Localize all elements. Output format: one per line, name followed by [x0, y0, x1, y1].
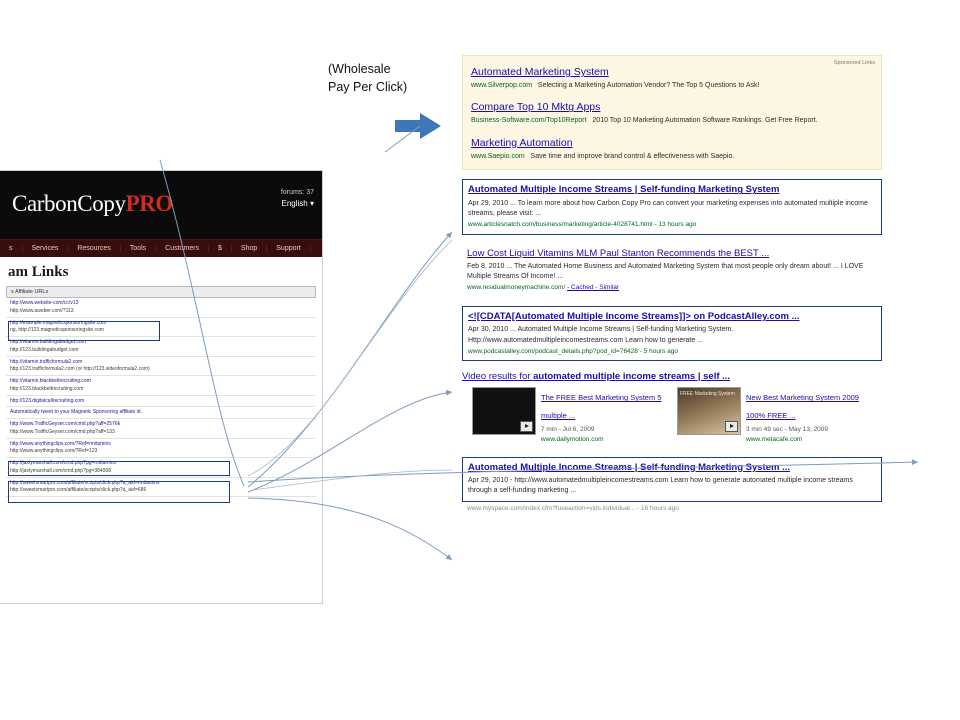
affiliate-link-label: http://www.website-com/cc/v13 [10, 300, 79, 306]
result-snippet [468, 325, 876, 345]
ad-line [471, 81, 873, 90]
list-item[interactable] [6, 376, 316, 396]
ad-url: www.Saepio.com [471, 152, 525, 160]
list-item[interactable] [6, 439, 316, 459]
result-snippet-text: ... To learn more about how Carbon Copy Pro can convert your marketing expenses into automated multiple income streams, please visit: ... [468, 199, 868, 217]
video-results-row [462, 387, 882, 445]
video-thumbnail[interactable] [677, 387, 741, 435]
video-host: www.dailymotion.com [541, 436, 604, 444]
video-title[interactable]: The FREE Best Marketing System 5 multiple ... [541, 393, 662, 421]
ccpro-language-label: English [281, 199, 308, 209]
list-item[interactable] [6, 458, 316, 478]
video-duration-date: 7 min - Jul 6, 2009 [541, 426, 595, 434]
ad-item[interactable] [471, 62, 873, 90]
google-serp [462, 55, 882, 615]
result-url: www.articlesnatch.com/business/marketing/article-4028741.html - 13 hours ago [468, 220, 697, 228]
play-icon [725, 421, 738, 432]
ad-title[interactable]: Automated Marketing System [471, 66, 609, 78]
ad-title[interactable]: Compare Top 10 Mktg Apps [471, 101, 601, 114]
affiliate-link-label: http://vitamin.trafficformula2.com [10, 358, 83, 365]
result-title[interactable]: Low Cost Liquid Vitamins MLM Paul Stanton Recommends the BEST ... [467, 247, 770, 259]
affiliate-link-label: http://jaxtymarshall.com/cmd.php?pg=rmitamins [10, 460, 117, 466]
ccpro-nav-item-6[interactable]: Shop [232, 245, 267, 252]
affiliate-link-url: ng, http://123.magneticsponsoringsite.com [10, 327, 104, 334]
list-item[interactable] [6, 419, 316, 439]
affiliate-link-label: http://www.anythingclips.com/?Ref=rmitamins [10, 440, 111, 447]
ad-url: www.Silverpop.com [471, 82, 533, 89]
affiliate-link-label: http://vitamin.blackbeltrecruiting.com [10, 378, 91, 384]
affiliate-link-url: http://www.aweber.com/?113 [10, 307, 74, 314]
ccpro-nav[interactable] [0, 239, 322, 257]
ccpro-page-title: am Links [8, 264, 69, 280]
search-result[interactable] [462, 306, 882, 361]
chevron-down-icon: ▾ [309, 199, 314, 209]
result-snippet [468, 476, 876, 496]
search-result[interactable] [462, 179, 882, 234]
sponsored-links-label: Sponsored Links [834, 60, 875, 66]
result-snippet [467, 262, 877, 282]
ad-url: Business-Software.com/Top10Report [471, 117, 587, 125]
ad-line [471, 116, 873, 125]
ccpro-language-selector[interactable] [281, 198, 314, 211]
play-icon [520, 421, 533, 432]
sponsored-ads-block [462, 55, 882, 170]
ccpro-header-right [281, 187, 314, 211]
list-item[interactable] [6, 407, 316, 419]
ccpro-nav-item-0[interactable]: s [0, 245, 23, 252]
result-date: Apr 30, 2010 [468, 326, 509, 334]
affiliate-link-label: http://sweetsmartpro.com/affiliate/scripts/click.php?a_aid=rmitamins [10, 479, 160, 486]
search-result[interactable] [462, 244, 882, 297]
ccpro-nav-item-1[interactable]: Services [23, 245, 69, 252]
ccpro-nav-item-4[interactable]: Customers [156, 245, 209, 252]
ccpro-logo [12, 191, 173, 217]
ppc-annotation-line2: Pay Per Click) [328, 80, 408, 95]
list-item[interactable] [6, 318, 316, 338]
ccpro-forums-label: forums: [280, 189, 305, 196]
ccpro-nav-item-3[interactable]: Tools [121, 245, 156, 252]
list-item[interactable] [6, 357, 316, 377]
ccpro-logo-accent: PRO [125, 191, 173, 216]
affiliate-link-url: http://sweetsmartpro.com/affiliate/scripts/click.php?a_aid=686 [10, 487, 147, 494]
video-duration: 7 min [541, 426, 557, 434]
video-duration: 3 min 49 sec [746, 426, 783, 434]
video-thumbnail[interactable] [472, 387, 536, 435]
video-date: May 13, 2009 [788, 426, 829, 434]
ad-description: Selecting a Marketing Automation Vendor? The Top 5 Questions to Ask! [537, 82, 760, 89]
affiliate-link-label: http://vitamin.buildingabudget.com [10, 339, 86, 345]
video-results-query: automated multiple income streams | self ... [533, 371, 731, 383]
list-item[interactable] [6, 337, 316, 357]
result-date: Apr 29, 2010 [468, 477, 509, 485]
affiliate-link-url: http://www.anythingclips.com/?Ref=123 [10, 448, 98, 455]
affiliate-link-label: http://123.digitalcallrecruiting.com [10, 397, 85, 404]
video-results-prefix: Video results for [462, 371, 534, 383]
ccpro-nav-item-7[interactable]: Support [267, 245, 311, 252]
list-item[interactable] [6, 396, 316, 408]
video-date: Jul 6, 2009 [562, 426, 595, 434]
result-title[interactable]: <![CDATA[Automated Multiple Income Streams]]> on PodcastAlley.com ... [468, 311, 800, 323]
arrow-ppc-leader [385, 126, 420, 152]
ccpro-nav-item-2[interactable]: Resources [68, 245, 120, 252]
affiliate-link-label: Automatically tweet to your Magnetic Sponsoring affiliate id. [10, 409, 142, 416]
block-arrow-ppc [395, 113, 441, 139]
result-title[interactable]: Automated Multiple Income Streams | Self-funding Marketing System [468, 184, 780, 196]
result-url: www.podcastalley.com/podcast_details.php?pod_id=76428 - 5 hours ago [468, 347, 679, 355]
result-url-text: www.residualmoneymachine.com/ [467, 284, 566, 292]
result-title[interactable]: Automated Multiple Income Streams | Self-funding Marketing System ... [468, 461, 791, 473]
carboncopypro-screenshot [0, 170, 323, 604]
affiliate-link-label: http://www.TrafficGeyser.com/cmd.php?aff=2576k [10, 421, 121, 427]
ccpro-forums-value: 37 [306, 189, 314, 196]
video-duration-date: 3 min 49 sec - May 13, 2009 [746, 426, 829, 434]
affiliate-link-label: http://example.magneticsponsoringsite.com [10, 319, 107, 326]
result-url [467, 283, 877, 293]
ad-item[interactable] [471, 97, 873, 125]
result-snippet-text: ... The Automated Home Business and Automated Marketing System that most people only dream about! ... I LOVE Multiple Streams Of Income! ... [467, 263, 864, 281]
ad-description: Save time and improve brand control & effectiveness with Saepio. [530, 152, 735, 160]
ad-line [471, 152, 873, 161]
affiliate-link-url: http://123.buildingabudget.com [10, 346, 79, 353]
video-host: www.metacafe.com [746, 436, 803, 444]
affiliate-link-url: http://www.TrafficGeyser.com/cmd.php?aff=133 [10, 428, 115, 435]
video-meta [746, 387, 872, 445]
result-date: Feb 8, 2010 [467, 263, 505, 271]
video-meta [541, 387, 667, 445]
list-item[interactable] [6, 298, 316, 318]
ppc-annotation-line1: (Wholesale [328, 62, 391, 76]
result-snippet [468, 199, 876, 219]
affiliate-link-url: http://123.blackbeltrecruiting.com [10, 385, 84, 392]
video-thumbnail-overlay-text: FREE Marketing System [680, 391, 735, 398]
video-title[interactable]: New Best Marketing System 2009 100% FREE ... [746, 393, 859, 421]
affiliate-link-url: http://123.trafficformula2.com (or http://123.videoformula2.com) [10, 366, 150, 373]
result-cached-link[interactable]: - Cached - Similar [567, 284, 620, 292]
result-date: Apr 29, 2010 [468, 199, 509, 207]
ad-item[interactable] [471, 133, 873, 161]
ccpro-header [0, 171, 322, 239]
result-snippet-text: ... Automated Multiple Income Streams | Self-funding Marketing System. Http://www.automatedmultipleincomestreams.com Learn how to generate ... [468, 326, 734, 344]
ccpro-forums-count[interactable] [281, 187, 314, 198]
ppc-annotation-label [328, 60, 458, 96]
ccpro-table-header: s Affiliate URLs [6, 286, 316, 298]
search-result[interactable] [462, 457, 882, 502]
video-result[interactable] [677, 387, 872, 445]
ccpro-logo-primary: CarbonCopy [12, 191, 126, 216]
ccpro-nav-item-5[interactable]: $ [209, 245, 232, 252]
affiliate-link-url: http://jaxtymarshall.com/cmd.php?pg=384908 [10, 467, 112, 474]
list-item[interactable] [6, 478, 316, 498]
result-snippet-text: - http://www.automatedmultipleincomestreams.com Learn how to generate automated multiple income streams through a self-funding marketing ... [468, 477, 853, 495]
ad-description: 2010 Top 10 Marketing Automation Software Rankings. Get Free Report. [592, 117, 818, 125]
video-result[interactable] [472, 387, 667, 445]
result-url-tail: www.myspace.com/index.cfm?fuseaction=vids.individual... - 16 hours ago [467, 504, 679, 512]
video-results-header[interactable] [462, 371, 882, 382]
ad-title[interactable]: Marketing Automation [471, 136, 573, 149]
